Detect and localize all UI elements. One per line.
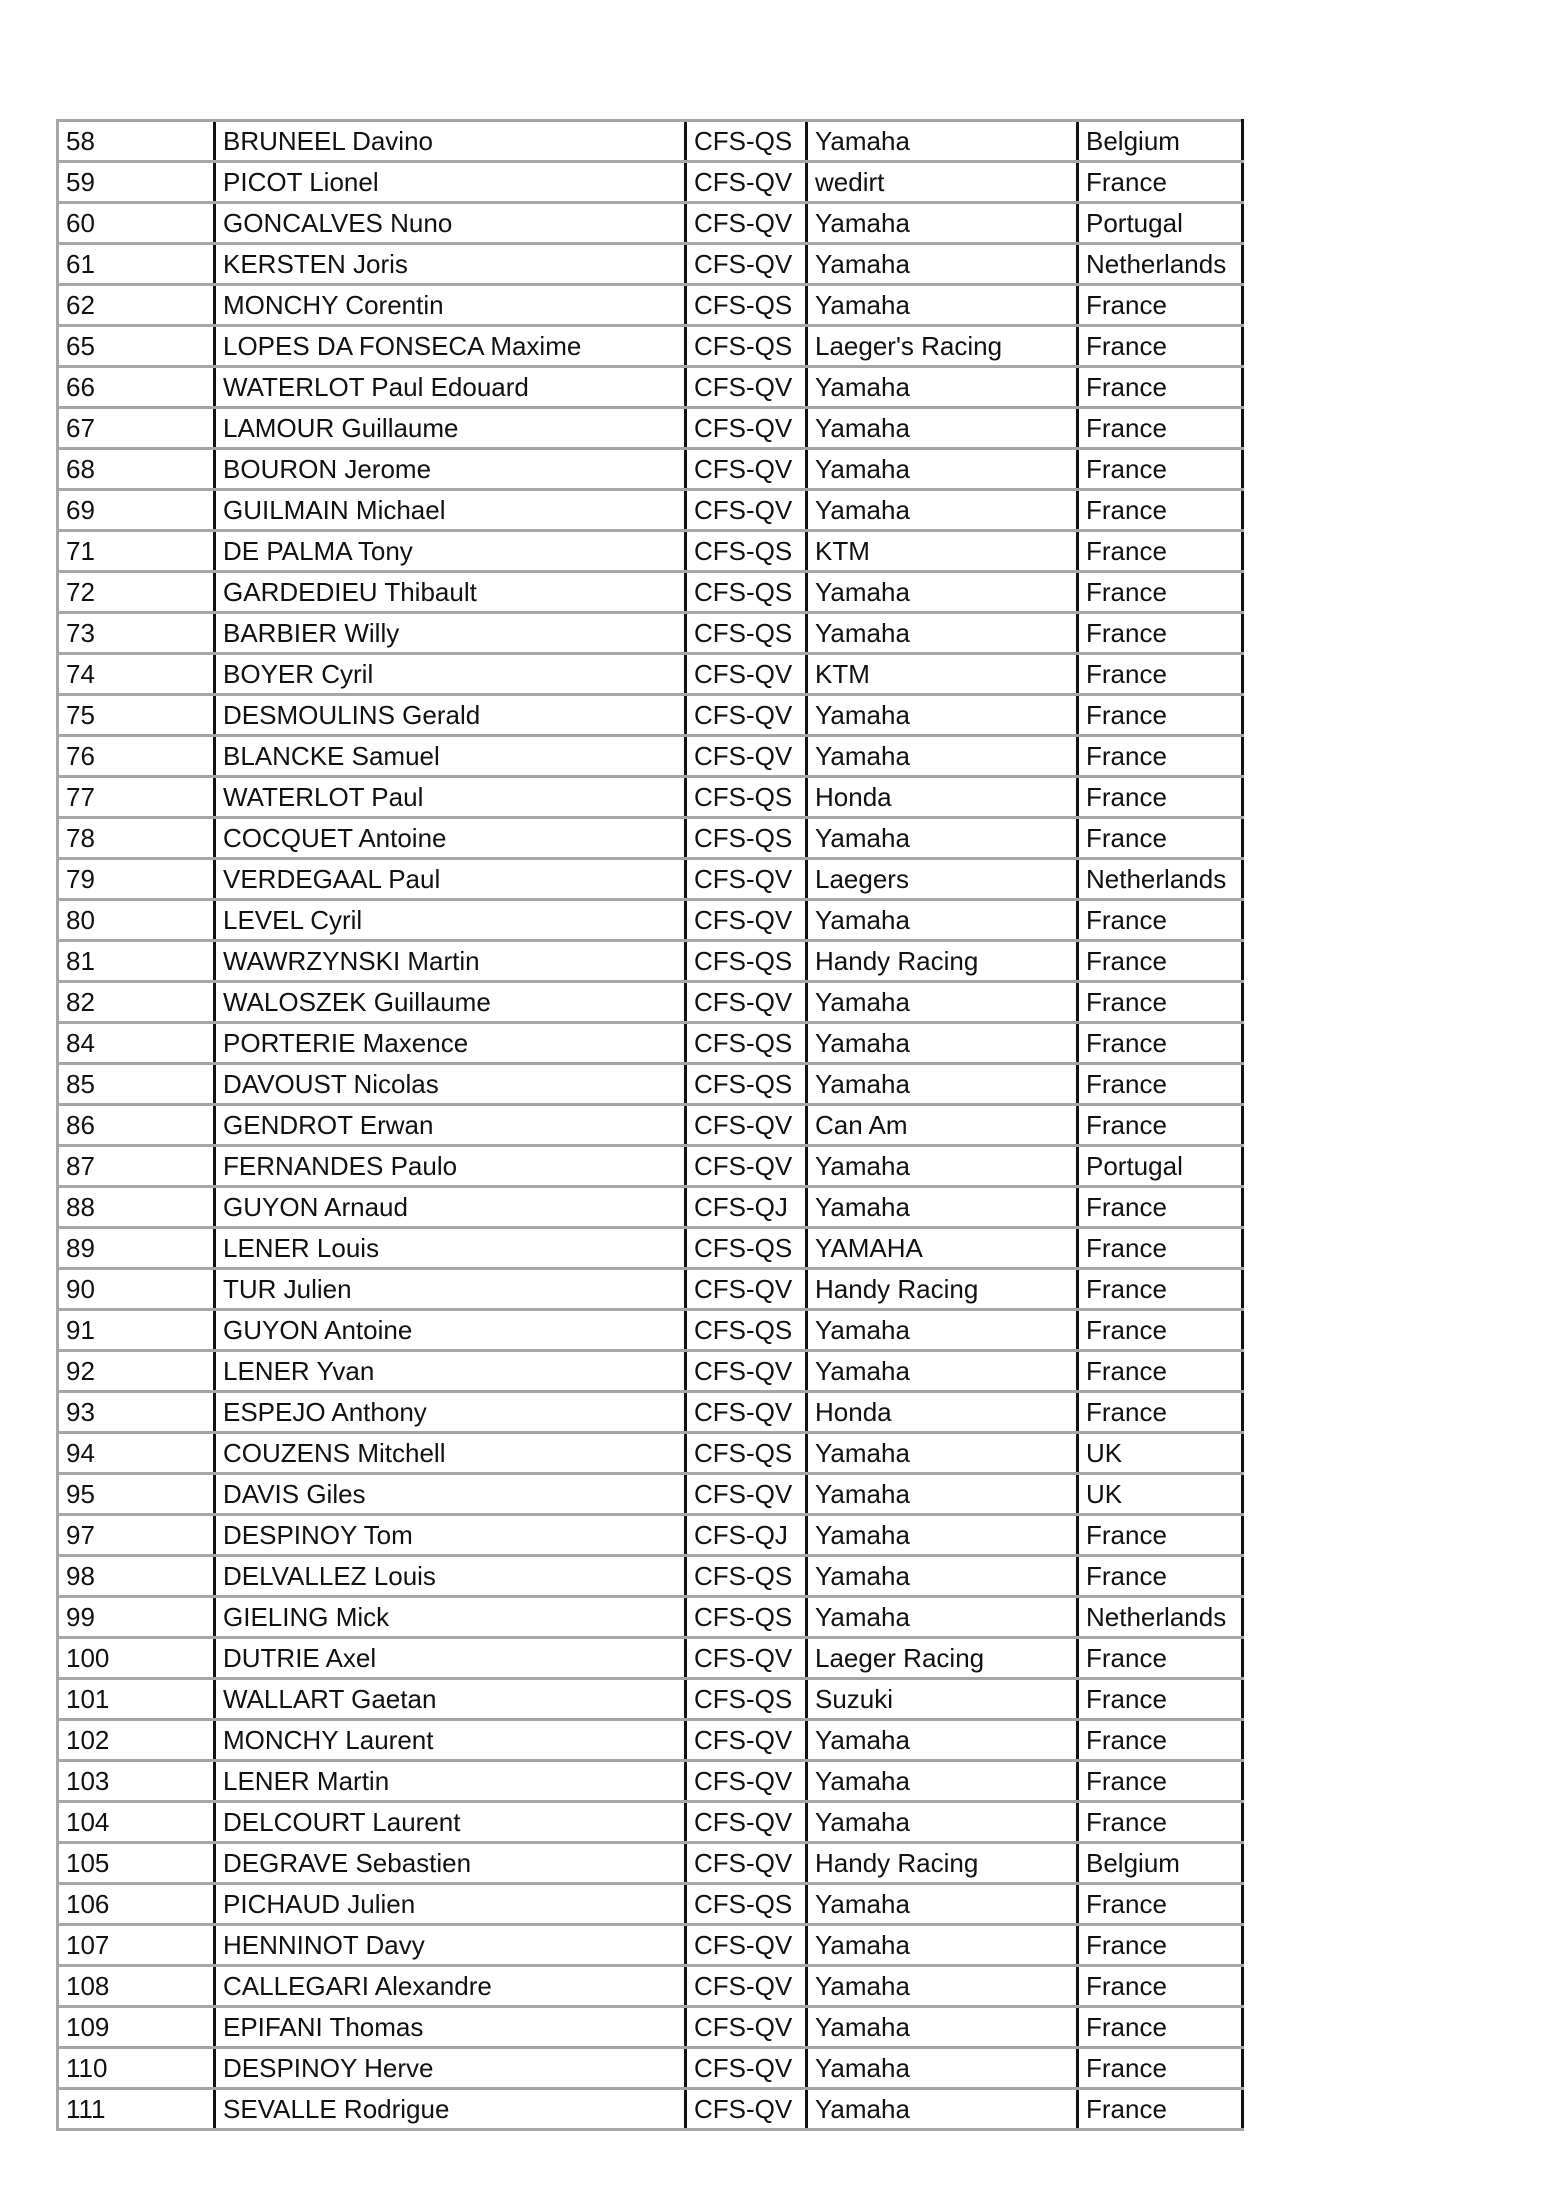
table-row <box>58 490 1243 531</box>
race-class-cell: CFS-QS <box>686 285 807 326</box>
rider-name-cell: SEVALLE Rodrigue <box>215 2089 686 2130</box>
rider-number-cell: 77 <box>58 777 215 818</box>
rider-name-cell: GUILMAIN Michael <box>215 490 686 531</box>
motorcycle-brand-cell: Yamaha <box>807 367 1078 408</box>
race-class-cell: CFS-QV <box>686 1638 807 1679</box>
race-class-cell: CFS-QV <box>686 1474 807 1515</box>
rider-name-cell: HENNINOT Davy <box>215 1925 686 1966</box>
rider-country-cell: France <box>1078 1884 1243 1925</box>
rider-name-cell: PICHAUD Julien <box>215 1884 686 1925</box>
rider-country-cell: France <box>1078 900 1243 941</box>
rider-number-cell: 84 <box>58 1023 215 1064</box>
motorcycle-brand-cell: Yamaha <box>807 1351 1078 1392</box>
table-row <box>58 1474 1243 1515</box>
motorcycle-brand-cell: Yamaha <box>807 1146 1078 1187</box>
entry-list-table <box>56 119 1244 2131</box>
motorcycle-brand-cell: Yamaha <box>807 1310 1078 1351</box>
motorcycle-brand-cell: YAMAHA <box>807 1228 1078 1269</box>
rider-country-cell: France <box>1078 285 1243 326</box>
table-row <box>58 1966 1243 2007</box>
motorcycle-brand-cell: Handy Racing <box>807 941 1078 982</box>
table-row <box>58 1064 1243 1105</box>
rider-number-cell: 107 <box>58 1925 215 1966</box>
table-row <box>58 1679 1243 1720</box>
table-row <box>58 449 1243 490</box>
rider-number-cell: 101 <box>58 1679 215 1720</box>
rider-name-cell: DESPINOY Herve <box>215 2048 686 2089</box>
rider-country-cell: France <box>1078 1064 1243 1105</box>
rider-country-cell: France <box>1078 1392 1243 1433</box>
motorcycle-brand-cell: Yamaha <box>807 121 1078 162</box>
rider-name-cell: LOPES DA FONSECA Maxime <box>215 326 686 367</box>
race-class-cell: CFS-QS <box>686 326 807 367</box>
rider-country-cell: France <box>1078 1351 1243 1392</box>
rider-number-cell: 94 <box>58 1433 215 1474</box>
race-class-cell: CFS-QV <box>686 859 807 900</box>
rider-number-cell: 110 <box>58 2048 215 2089</box>
race-class-cell: CFS-QV <box>686 1802 807 1843</box>
table-row <box>58 1105 1243 1146</box>
motorcycle-brand-cell: Laeger Racing <box>807 1638 1078 1679</box>
rider-number-cell: 58 <box>58 121 215 162</box>
race-class-cell: CFS-QV <box>686 1761 807 1802</box>
table-row <box>58 1310 1243 1351</box>
rider-number-cell: 102 <box>58 1720 215 1761</box>
motorcycle-brand-cell: Yamaha <box>807 2048 1078 2089</box>
rider-name-cell: FERNANDES Paulo <box>215 1146 686 1187</box>
rider-number-cell: 86 <box>58 1105 215 1146</box>
rider-country-cell: Portugal <box>1078 1146 1243 1187</box>
race-class-cell: CFS-QV <box>686 736 807 777</box>
rider-name-cell: DESMOULINS Gerald <box>215 695 686 736</box>
rider-name-cell: GARDEDIEU Thibault <box>215 572 686 613</box>
motorcycle-brand-cell: Suzuki <box>807 1679 1078 1720</box>
race-class-cell: CFS-QS <box>686 572 807 613</box>
table-row <box>58 408 1243 449</box>
rider-number-cell: 109 <box>58 2007 215 2048</box>
rider-country-cell: France <box>1078 162 1243 203</box>
rider-country-cell: France <box>1078 1720 1243 1761</box>
motorcycle-brand-cell: Yamaha <box>807 572 1078 613</box>
rider-name-cell: COUZENS Mitchell <box>215 1433 686 1474</box>
motorcycle-brand-cell: Yamaha <box>807 1433 1078 1474</box>
rider-number-cell: 72 <box>58 572 215 613</box>
motorcycle-brand-cell: Yamaha <box>807 736 1078 777</box>
table-row <box>58 367 1243 408</box>
rider-number-cell: 68 <box>58 449 215 490</box>
rider-country-cell: France <box>1078 1966 1243 2007</box>
motorcycle-brand-cell: Can Am <box>807 1105 1078 1146</box>
rider-country-cell: France <box>1078 695 1243 736</box>
rider-number-cell: 59 <box>58 162 215 203</box>
rider-name-cell: DELVALLEZ Louis <box>215 1556 686 1597</box>
rider-name-cell: GENDROT Erwan <box>215 1105 686 1146</box>
rider-name-cell: DESPINOY Tom <box>215 1515 686 1556</box>
rider-number-cell: 90 <box>58 1269 215 1310</box>
rider-number-cell: 93 <box>58 1392 215 1433</box>
rider-number-cell: 89 <box>58 1228 215 1269</box>
rider-name-cell: LAMOUR Guillaume <box>215 408 686 449</box>
entry-list-body <box>58 121 1243 2130</box>
race-class-cell: CFS-QS <box>686 1679 807 1720</box>
rider-number-cell: 71 <box>58 531 215 572</box>
motorcycle-brand-cell: Honda <box>807 1392 1078 1433</box>
motorcycle-brand-cell: Yamaha <box>807 1597 1078 1638</box>
rider-number-cell: 88 <box>58 1187 215 1228</box>
table-row <box>58 1392 1243 1433</box>
motorcycle-brand-cell: Yamaha <box>807 695 1078 736</box>
rider-number-cell: 85 <box>58 1064 215 1105</box>
race-class-cell: CFS-QV <box>686 162 807 203</box>
rider-number-cell: 87 <box>58 1146 215 1187</box>
race-class-cell: CFS-QS <box>686 818 807 859</box>
rider-number-cell: 65 <box>58 326 215 367</box>
motorcycle-brand-cell: KTM <box>807 654 1078 695</box>
rider-number-cell: 106 <box>58 1884 215 1925</box>
motorcycle-brand-cell: Yamaha <box>807 900 1078 941</box>
rider-number-cell: 76 <box>58 736 215 777</box>
race-class-cell: CFS-QS <box>686 531 807 572</box>
rider-number-cell: 60 <box>58 203 215 244</box>
motorcycle-brand-cell: Yamaha <box>807 982 1078 1023</box>
rider-name-cell: MONCHY Laurent <box>215 1720 686 1761</box>
motorcycle-brand-cell: KTM <box>807 531 1078 572</box>
rider-country-cell: France <box>1078 2048 1243 2089</box>
table-row <box>58 777 1243 818</box>
motorcycle-brand-cell: Yamaha <box>807 2007 1078 2048</box>
rider-country-cell: France <box>1078 777 1243 818</box>
table-row <box>58 162 1243 203</box>
rider-country-cell: France <box>1078 1638 1243 1679</box>
motorcycle-brand-cell: Yamaha <box>807 203 1078 244</box>
rider-name-cell: DAVOUST Nicolas <box>215 1064 686 1105</box>
rider-name-cell: BLANCKE Samuel <box>215 736 686 777</box>
race-class-cell: CFS-QS <box>686 613 807 654</box>
table-row <box>58 695 1243 736</box>
motorcycle-brand-cell: Yamaha <box>807 2089 1078 2130</box>
rider-name-cell: GONCALVES Nuno <box>215 203 686 244</box>
table-row <box>58 982 1243 1023</box>
rider-country-cell: Belgium <box>1078 1843 1243 1884</box>
motorcycle-brand-cell: Yamaha <box>807 1187 1078 1228</box>
race-class-cell: CFS-QV <box>686 1146 807 1187</box>
rider-name-cell: LEVEL Cyril <box>215 900 686 941</box>
motorcycle-brand-cell: Yamaha <box>807 1925 1078 1966</box>
rider-name-cell: DEGRAVE Sebastien <box>215 1843 686 1884</box>
race-class-cell: CFS-QS <box>686 941 807 982</box>
rider-number-cell: 105 <box>58 1843 215 1884</box>
motorcycle-brand-cell: Yamaha <box>807 285 1078 326</box>
motorcycle-brand-cell: Yamaha <box>807 1761 1078 1802</box>
table-row <box>58 1515 1243 1556</box>
motorcycle-brand-cell: Laeger's Racing <box>807 326 1078 367</box>
rider-country-cell: France <box>1078 367 1243 408</box>
rider-name-cell: DUTRIE Axel <box>215 1638 686 1679</box>
race-class-cell: CFS-QS <box>686 777 807 818</box>
table-row <box>58 2007 1243 2048</box>
rider-name-cell: BRUNEEL Davino <box>215 121 686 162</box>
race-class-cell: CFS-QV <box>686 900 807 941</box>
rider-country-cell: France <box>1078 1187 1243 1228</box>
motorcycle-brand-cell: Yamaha <box>807 1515 1078 1556</box>
table-row <box>58 941 1243 982</box>
race-class-cell: CFS-QV <box>686 1351 807 1392</box>
rider-name-cell: LENER Yvan <box>215 1351 686 1392</box>
table-row <box>58 1269 1243 1310</box>
table-row <box>58 654 1243 695</box>
race-class-cell: CFS-QS <box>686 1064 807 1105</box>
table-row <box>58 572 1243 613</box>
rider-number-cell: 62 <box>58 285 215 326</box>
rider-number-cell: 80 <box>58 900 215 941</box>
table-row <box>58 1761 1243 1802</box>
table-row <box>58 1146 1243 1187</box>
rider-name-cell: ESPEJO Anthony <box>215 1392 686 1433</box>
rider-name-cell: BOYER Cyril <box>215 654 686 695</box>
rider-country-cell: UK <box>1078 1433 1243 1474</box>
race-class-cell: CFS-QS <box>686 121 807 162</box>
rider-name-cell: MONCHY Corentin <box>215 285 686 326</box>
rider-name-cell: WALOSZEK Guillaume <box>215 982 686 1023</box>
rider-country-cell: France <box>1078 1802 1243 1843</box>
motorcycle-brand-cell: Yamaha <box>807 244 1078 285</box>
race-class-cell: CFS-QS <box>686 1556 807 1597</box>
motorcycle-brand-cell: Yamaha <box>807 1884 1078 1925</box>
rider-name-cell: COCQUET Antoine <box>215 818 686 859</box>
motorcycle-brand-cell: Yamaha <box>807 1064 1078 1105</box>
rider-number-cell: 69 <box>58 490 215 531</box>
rider-country-cell: France <box>1078 654 1243 695</box>
table-row <box>58 1638 1243 1679</box>
motorcycle-brand-cell: Yamaha <box>807 1474 1078 1515</box>
motorcycle-brand-cell: Yamaha <box>807 449 1078 490</box>
table-row <box>58 531 1243 572</box>
race-class-cell: CFS-QV <box>686 490 807 531</box>
table-row <box>58 285 1243 326</box>
rider-country-cell: France <box>1078 490 1243 531</box>
motorcycle-brand-cell: Honda <box>807 777 1078 818</box>
race-class-cell: CFS-QV <box>686 1843 807 1884</box>
table-row <box>58 900 1243 941</box>
rider-country-cell: France <box>1078 2007 1243 2048</box>
rider-country-cell: Netherlands <box>1078 1597 1243 1638</box>
table-row <box>58 1556 1243 1597</box>
rider-number-cell: 82 <box>58 982 215 1023</box>
motorcycle-brand-cell: Yamaha <box>807 1966 1078 2007</box>
table-row <box>58 1802 1243 1843</box>
rider-number-cell: 103 <box>58 1761 215 1802</box>
rider-country-cell: Portugal <box>1078 203 1243 244</box>
race-class-cell: CFS-QV <box>686 982 807 1023</box>
rider-name-cell: DE PALMA Tony <box>215 531 686 572</box>
table-row <box>58 203 1243 244</box>
rider-name-cell: GIELING Mick <box>215 1597 686 1638</box>
race-class-cell: CFS-QS <box>686 1310 807 1351</box>
race-class-cell: CFS-QV <box>686 2007 807 2048</box>
rider-name-cell: LENER Martin <box>215 1761 686 1802</box>
rider-country-cell: France <box>1078 1679 1243 1720</box>
race-class-cell: CFS-QJ <box>686 1187 807 1228</box>
table-row <box>58 1187 1243 1228</box>
race-class-cell: CFS-QV <box>686 654 807 695</box>
rider-country-cell: France <box>1078 2089 1243 2130</box>
rider-name-cell: EPIFANI Thomas <box>215 2007 686 2048</box>
rider-number-cell: 75 <box>58 695 215 736</box>
rider-country-cell: France <box>1078 1310 1243 1351</box>
table-row <box>58 736 1243 777</box>
race-class-cell: CFS-QV <box>686 408 807 449</box>
motorcycle-brand-cell: Laegers <box>807 859 1078 900</box>
race-class-cell: CFS-QV <box>686 695 807 736</box>
rider-number-cell: 104 <box>58 1802 215 1843</box>
rider-country-cell: France <box>1078 736 1243 777</box>
motorcycle-brand-cell: Yamaha <box>807 408 1078 449</box>
rider-number-cell: 61 <box>58 244 215 285</box>
table-row <box>58 818 1243 859</box>
table-row <box>58 613 1243 654</box>
rider-country-cell: France <box>1078 449 1243 490</box>
rider-name-cell: LENER Louis <box>215 1228 686 1269</box>
rider-name-cell: CALLEGARI Alexandre <box>215 1966 686 2007</box>
motorcycle-brand-cell: wedirt <box>807 162 1078 203</box>
table-row <box>58 1925 1243 1966</box>
rider-number-cell: 95 <box>58 1474 215 1515</box>
motorcycle-brand-cell: Yamaha <box>807 613 1078 654</box>
motorcycle-brand-cell: Handy Racing <box>807 1269 1078 1310</box>
rider-country-cell: France <box>1078 1228 1243 1269</box>
table-row <box>58 2048 1243 2089</box>
table-row <box>58 1843 1243 1884</box>
table-row <box>58 1597 1243 1638</box>
rider-number-cell: 74 <box>58 654 215 695</box>
rider-country-cell: France <box>1078 613 1243 654</box>
rider-name-cell: VERDEGAAL Paul <box>215 859 686 900</box>
motorcycle-brand-cell: Handy Racing <box>807 1843 1078 1884</box>
rider-country-cell: France <box>1078 572 1243 613</box>
motorcycle-brand-cell: Yamaha <box>807 1802 1078 1843</box>
rider-country-cell: France <box>1078 818 1243 859</box>
rider-country-cell: France <box>1078 1515 1243 1556</box>
rider-number-cell: 99 <box>58 1597 215 1638</box>
table-row <box>58 1884 1243 1925</box>
rider-country-cell: France <box>1078 408 1243 449</box>
motorcycle-brand-cell: Yamaha <box>807 1023 1078 1064</box>
rider-number-cell: 97 <box>58 1515 215 1556</box>
rider-number-cell: 111 <box>58 2089 215 2130</box>
rider-name-cell: BOURON Jerome <box>215 449 686 490</box>
rider-number-cell: 91 <box>58 1310 215 1351</box>
table-row <box>58 859 1243 900</box>
rider-name-cell: WATERLOT Paul <box>215 777 686 818</box>
race-class-cell: CFS-QS <box>686 1433 807 1474</box>
rider-name-cell: WAWRZYNSKI Martin <box>215 941 686 982</box>
motorcycle-brand-cell: Yamaha <box>807 1720 1078 1761</box>
rider-number-cell: 81 <box>58 941 215 982</box>
table-row <box>58 1023 1243 1064</box>
race-class-cell: CFS-QV <box>686 1269 807 1310</box>
race-class-cell: CFS-QS <box>686 1023 807 1064</box>
table-row <box>58 121 1243 162</box>
race-class-cell: CFS-QJ <box>686 1515 807 1556</box>
rider-name-cell: DAVIS Giles <box>215 1474 686 1515</box>
rider-country-cell: France <box>1078 1925 1243 1966</box>
motorcycle-brand-cell: Yamaha <box>807 1556 1078 1597</box>
rider-name-cell: TUR Julien <box>215 1269 686 1310</box>
race-class-cell: CFS-QS <box>686 1597 807 1638</box>
race-class-cell: CFS-QV <box>686 2048 807 2089</box>
rider-number-cell: 66 <box>58 367 215 408</box>
rider-country-cell: France <box>1078 982 1243 1023</box>
rider-name-cell: WATERLOT Paul Edouard <box>215 367 686 408</box>
rider-name-cell: BARBIER Willy <box>215 613 686 654</box>
rider-name-cell: KERSTEN Joris <box>215 244 686 285</box>
rider-number-cell: 98 <box>58 1556 215 1597</box>
table-row <box>58 244 1243 285</box>
rider-country-cell: Netherlands <box>1078 859 1243 900</box>
motorcycle-brand-cell: Yamaha <box>807 490 1078 531</box>
rider-country-cell: Belgium <box>1078 121 1243 162</box>
rider-number-cell: 78 <box>58 818 215 859</box>
race-class-cell: CFS-QV <box>686 1720 807 1761</box>
race-class-cell: CFS-QV <box>686 367 807 408</box>
rider-country-cell: France <box>1078 1556 1243 1597</box>
rider-country-cell: France <box>1078 941 1243 982</box>
race-class-cell: CFS-QV <box>686 2089 807 2130</box>
table-row <box>58 326 1243 367</box>
rider-country-cell: UK <box>1078 1474 1243 1515</box>
rider-name-cell: WALLART Gaetan <box>215 1679 686 1720</box>
rider-country-cell: France <box>1078 1023 1243 1064</box>
rider-country-cell: France <box>1078 531 1243 572</box>
rider-country-cell: France <box>1078 1105 1243 1146</box>
rider-country-cell: France <box>1078 326 1243 367</box>
table-row <box>58 1351 1243 1392</box>
table-row <box>58 2089 1243 2130</box>
race-class-cell: CFS-QV <box>686 244 807 285</box>
rider-number-cell: 67 <box>58 408 215 449</box>
table-row <box>58 1228 1243 1269</box>
table-row <box>58 1720 1243 1761</box>
table-row <box>58 1433 1243 1474</box>
rider-country-cell: France <box>1078 1269 1243 1310</box>
race-class-cell: CFS-QV <box>686 1966 807 2007</box>
race-class-cell: CFS-QS <box>686 1228 807 1269</box>
race-class-cell: CFS-QV <box>686 203 807 244</box>
rider-name-cell: GUYON Antoine <box>215 1310 686 1351</box>
rider-number-cell: 108 <box>58 1966 215 2007</box>
rider-number-cell: 79 <box>58 859 215 900</box>
race-class-cell: CFS-QV <box>686 1392 807 1433</box>
rider-number-cell: 100 <box>58 1638 215 1679</box>
rider-number-cell: 73 <box>58 613 215 654</box>
rider-name-cell: GUYON Arnaud <box>215 1187 686 1228</box>
motorcycle-brand-cell: Yamaha <box>807 818 1078 859</box>
race-class-cell: CFS-QV <box>686 1925 807 1966</box>
rider-name-cell: PICOT Lionel <box>215 162 686 203</box>
rider-country-cell: Netherlands <box>1078 244 1243 285</box>
rider-name-cell: DELCOURT Laurent <box>215 1802 686 1843</box>
rider-name-cell: PORTERIE Maxence <box>215 1023 686 1064</box>
race-class-cell: CFS-QV <box>686 449 807 490</box>
rider-number-cell: 92 <box>58 1351 215 1392</box>
race-class-cell: CFS-QS <box>686 1884 807 1925</box>
race-class-cell: CFS-QV <box>686 1105 807 1146</box>
rider-country-cell: France <box>1078 1761 1243 1802</box>
